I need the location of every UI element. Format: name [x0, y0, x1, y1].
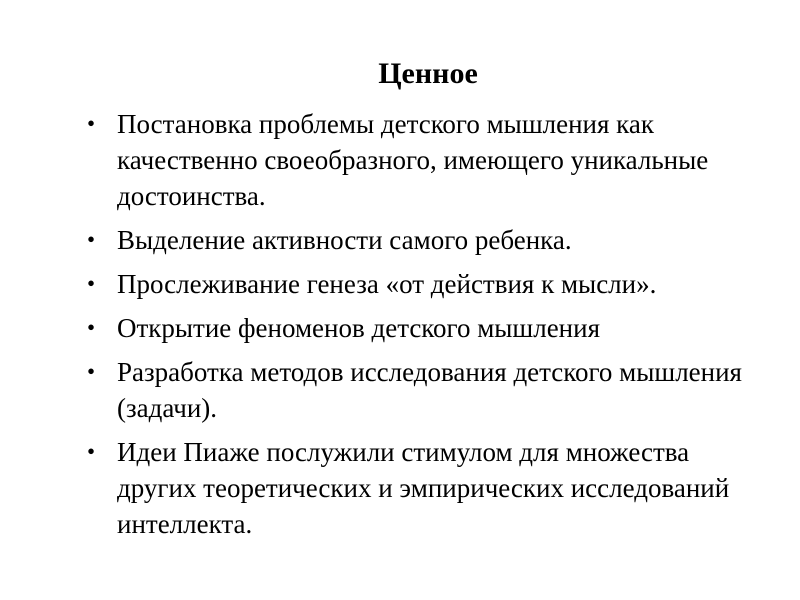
bullet-dot: • [87, 439, 96, 464]
bullet-text: Прослеживание генеза «от действия к мысли». [117, 269, 657, 299]
bullet-dot: • [87, 359, 96, 384]
bullet-item-methods [82, 354, 762, 426]
bullet-dot: • [87, 227, 96, 252]
bullet-item-genesis [82, 266, 762, 302]
bullet-dot: • [87, 315, 96, 340]
bullet-dot: • [87, 271, 96, 296]
bullet-item-phenomena [82, 310, 762, 346]
bullet-list [82, 106, 762, 550]
bullet-text: Выделение активности самого ребенка. [117, 225, 572, 255]
bullet-item-child-activity [82, 222, 762, 258]
bullet-item-piaget-ideas [82, 434, 762, 542]
slide-title: Ценное [378, 57, 478, 90]
bullet-item-problem-statement [82, 106, 762, 214]
bullet-text: Идеи Пиаже послужили стимулом для множества других теоретических и эмпирических исследований интеллекта. [117, 437, 730, 539]
bullet-text: Разработка методов исследования детского мышления (задачи). [117, 357, 742, 423]
bullet-text: Постановка проблемы детского мышления как качественно своеобразного, имеющего уникальные достоинства. [117, 109, 709, 211]
bullet-dot: • [87, 111, 96, 136]
bullet-text: Открытие феноменов детского мышления [117, 313, 600, 343]
